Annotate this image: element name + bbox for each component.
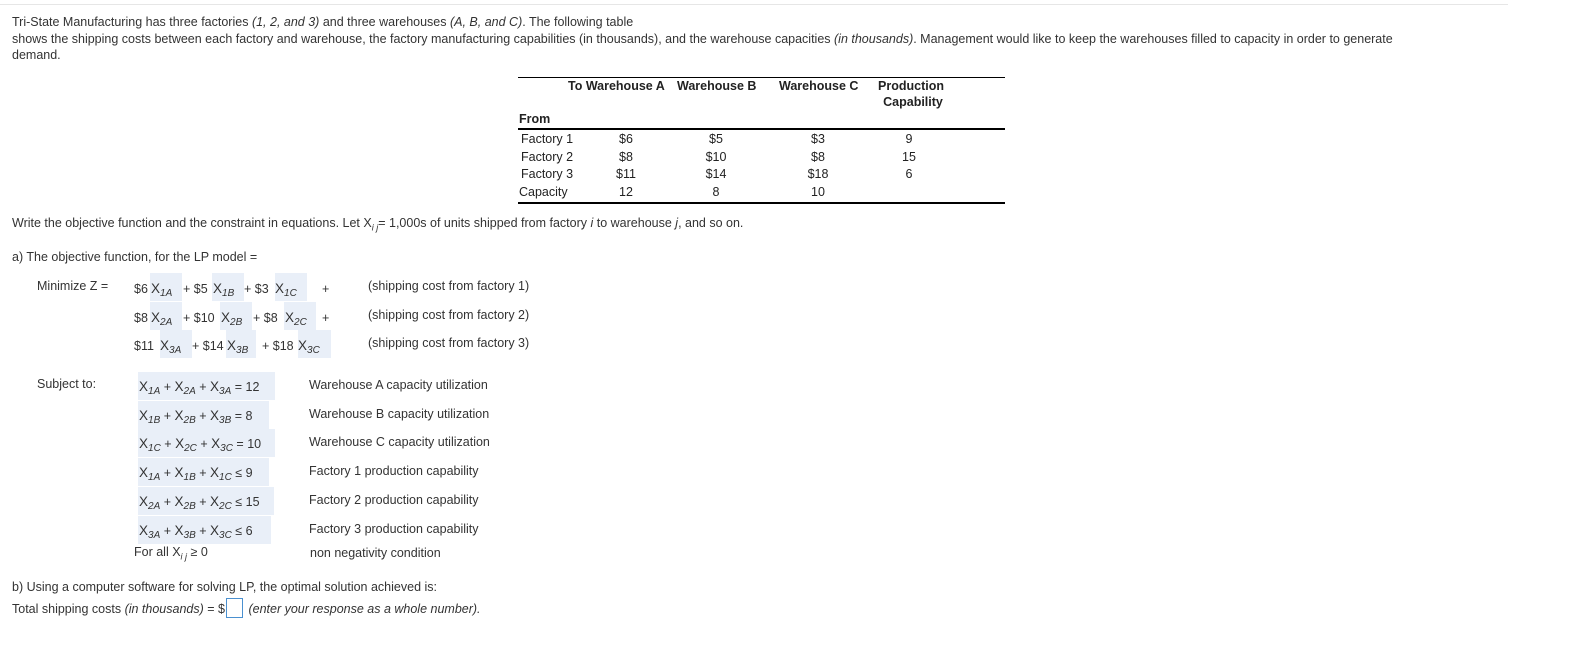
decision-variable: $X_{1B}$ — [174, 465, 196, 484]
objective-variable — [221, 309, 243, 328]
decision-variable: $X_{2B}$ — [221, 309, 243, 328]
objective-note-text: (shipping cost from factory 3) — [368, 336, 530, 350]
constraint-expression: $X_{2A} + X_{2B} + X_{2C} \le 15$ — [139, 493, 260, 512]
constraint-note-text: Factory 2 production capability — [309, 492, 479, 507]
objective-variable — [151, 281, 173, 299]
objective-coefficient — [253, 311, 278, 325]
objective-note-text: (shipping cost from factory 2) — [368, 307, 530, 322]
coefficient: + $5 — [183, 282, 208, 296]
objective-coefficient — [244, 282, 269, 296]
constraint-operator: ≤ — [235, 523, 243, 538]
table-cell: $3 — [811, 132, 825, 146]
constraint-operator: = — [234, 408, 243, 423]
table-row-label: Factory 2 — [521, 149, 574, 164]
intro-line-1: Tri-State Manufacturing has three factories (1, 2, and 3) and three warehouses (A, B, and C). The following table — [12, 15, 634, 29]
minimize-label: Minimize Z = — [37, 279, 109, 293]
constraint-rhs: 15 — [245, 494, 260, 509]
objective-variable — [227, 338, 249, 356]
coefficient: + $8 — [253, 310, 278, 325]
constraint-expression: $X_{1A} + X_{2A} + X_{3A} = 12$ — [139, 379, 260, 397]
subject-to-label: Subject to: — [37, 377, 97, 391]
top-divider — [0, 4, 1508, 5]
header-warehouse-c: Warehouse C — [779, 79, 859, 93]
constraint-rhs: 10 — [247, 437, 262, 452]
constraint-note — [309, 435, 490, 449]
decision-variable: $X_{2A}$ — [174, 379, 196, 397]
constraint-note-text: Warehouse C capacity utilization — [309, 435, 490, 450]
decision-variable: $X_{3C}$ — [298, 338, 320, 356]
constraint-note — [309, 464, 479, 478]
constraint-operator: = — [234, 380, 243, 394]
objective-note — [368, 308, 529, 322]
constraint-note-text: Factory 3 production capability — [309, 521, 479, 536]
decision-variable: $X_{3B}$ — [210, 407, 232, 426]
decision-variable: $X_{2B}$ — [174, 493, 196, 512]
constraint-note — [309, 493, 479, 507]
coefficient: + $3 — [244, 282, 269, 296]
decision-variable: $X_{1A}$ — [139, 465, 161, 484]
constraint-note — [309, 522, 479, 536]
constraint-note — [309, 378, 488, 392]
table-bottom-rule — [518, 202, 1005, 204]
decision-variable: $X_{1C}$ — [139, 436, 161, 455]
problem-statement — [12, 14, 1492, 64]
decision-variable: $X_{1B}$ — [213, 281, 235, 299]
decision-variable: $X_{3C}$ — [211, 436, 233, 455]
total-cost-answer-input[interactable] — [226, 598, 243, 618]
objective-note — [368, 336, 529, 350]
objective-note — [368, 279, 529, 293]
objective-coefficient — [134, 282, 148, 296]
objective-variable — [151, 309, 173, 328]
table-row-label: Factory 3 — [521, 167, 574, 182]
decision-variable: $X_{2C}$ — [175, 436, 197, 455]
table-cell: $14 — [705, 167, 727, 182]
decision-variable: $X_{1C}$ — [275, 281, 297, 299]
decision-variable: $X_{2C}$ — [285, 309, 307, 328]
table-cell: $11 — [616, 167, 636, 182]
coefficient: $6 — [134, 282, 148, 296]
table-row-label: Capacity — [519, 185, 568, 200]
constraint-rhs: 6 — [245, 523, 253, 538]
constraint-rhs: 9 — [245, 466, 253, 481]
objective-coefficient — [183, 311, 215, 325]
constraint-note-text: Warehouse A capacity utilization — [309, 378, 488, 392]
coefficient: + $14 — [192, 339, 224, 353]
objective-variable — [160, 338, 182, 356]
decision-variable: $X_{1C}$ — [210, 465, 232, 484]
decision-variable: $X_{2A}$ — [151, 309, 173, 328]
from-label: From — [519, 112, 551, 126]
objective-plus — [322, 311, 329, 325]
decision-variable: $X_{3B}$ — [174, 522, 196, 541]
table-cell: 12 — [619, 185, 633, 200]
constraint-rhs: 12 — [245, 380, 260, 394]
part-a-label: a) The objective function, for the LP model = — [12, 250, 258, 264]
table-cell: 15 — [902, 149, 916, 164]
table-cell: 8 — [712, 185, 720, 200]
decision-variable: $X_{1A}$ — [139, 379, 161, 397]
plus-sign: + — [322, 310, 330, 325]
constraint-expression: $X_{1B} + X_{2B} + X_{3B} = 8$ — [139, 407, 253, 426]
objective-coefficient — [192, 339, 224, 353]
header-production: Production — [878, 79, 944, 93]
objective-coefficient — [183, 282, 208, 296]
table-cell: $8 — [619, 149, 633, 164]
total-cost-row: Total shipping costs (in thousands) = $ (enter your response as a whole number). — [12, 598, 481, 618]
constraint-note-text: Factory 1 production capability — [309, 464, 479, 479]
coefficient: $8 — [134, 310, 148, 325]
nonnegativity-expression: For all $X_{i j} \ge 0$ — [134, 545, 208, 562]
part-b-label: b) Using a computer software for solving LP, the optimal solution achieved is: — [12, 580, 437, 594]
coefficient: $11 — [134, 339, 154, 353]
decision-variable: $X_{2B}$ — [174, 407, 196, 426]
objective-coefficient — [134, 311, 148, 325]
decision-variable: $X_{1A}$ — [151, 281, 173, 299]
constraint-expression: $X_{1C} + X_{2C} + X_{3C} = 10$ — [139, 436, 262, 455]
objective-coefficient — [134, 339, 154, 353]
coefficient: + $18 — [262, 339, 294, 353]
constraint-expression: $X_{3A} + X_{3B} + X_{3C} \le 6$ — [139, 522, 253, 541]
constraint-expression: $X_{1A} + X_{1B} + X_{1C} \le 9$ — [139, 465, 253, 484]
decision-variable: $X_{3A}$ — [139, 522, 161, 541]
objective-variable — [298, 338, 320, 356]
decision-variable: $X_{1B}$ — [139, 407, 161, 426]
intro-line-3: demand. — [12, 48, 61, 62]
constraint-operator: ≤ — [235, 494, 243, 509]
constraint-operator: ≤ — [235, 466, 243, 481]
objective-variable — [285, 309, 307, 328]
header-warehouse-b: Warehouse B — [677, 79, 757, 93]
table-cell: 10 — [811, 185, 825, 200]
intro-line-2: shows the shipping costs between each factory and warehouse, the factory manufacturing capabilities (in thousands), and the warehouse capacities (in thousands). Management would like to keep the warehouses filled to capacity in order to generate — [12, 31, 1393, 46]
decision-variable: $X_{3B}$ — [227, 338, 249, 356]
table-cell: $6 — [619, 132, 633, 146]
objective-variable — [213, 281, 235, 299]
objective-note-text: (shipping cost from factory 1) — [368, 279, 530, 293]
constraint-note-text: Warehouse B capacity utilization — [309, 406, 490, 421]
table-header-rule — [518, 128, 1005, 130]
decision-variable: $X_{3A}$ — [160, 338, 182, 356]
objective-plus — [322, 282, 329, 296]
decision-variable: $X_{2C}$ — [210, 493, 232, 512]
table-cell: $10 — [705, 149, 727, 164]
decision-variable: $X_{3C}$ — [210, 522, 232, 541]
variable-definition: Write the objective function and the constraint in equations. Let $X_{i j}= 1,000s$ of units shipped from factory i to warehouse j, and so on. — [12, 216, 744, 233]
header-warehouse-a: To Warehouse A — [568, 79, 665, 93]
objective-variable — [275, 281, 297, 299]
table-cell: $8 — [811, 149, 825, 164]
nonnegativity-note: non negativity condition — [310, 546, 441, 560]
constraint-rhs: 8 — [245, 408, 253, 423]
table-cell: $18 — [807, 167, 829, 182]
objective-coefficient — [262, 339, 294, 353]
shipping-cost-table — [518, 77, 1005, 206]
constraint-operator: = — [236, 437, 244, 452]
decision-variable: $X_{2A}$ — [139, 493, 161, 512]
coefficient: + $10 — [183, 310, 215, 325]
table-top-rule — [518, 77, 1005, 78]
table-cell: 6 — [905, 167, 913, 182]
decision-variable: $X_{3A}$ — [210, 379, 232, 397]
table-cell: 9 — [905, 132, 913, 146]
table-row-label: Factory 1 — [521, 132, 574, 146]
table-cell: $5 — [709, 132, 723, 146]
header-capability: Capability — [883, 95, 943, 109]
constraint-note — [309, 407, 489, 421]
plus-sign: + — [322, 282, 330, 296]
